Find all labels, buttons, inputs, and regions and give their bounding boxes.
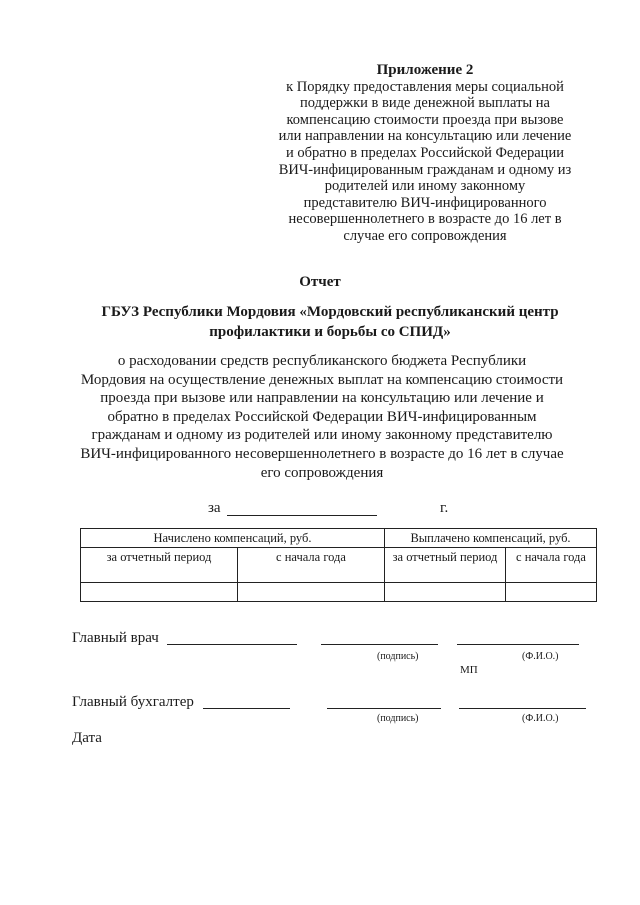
appendix-line: ВИЧ-инфицированным гражданам и одному из <box>278 161 572 178</box>
paid-period-header: за отчетный период <box>385 548 506 583</box>
table-row <box>81 583 597 602</box>
chief-accountant-name-line[interactable] <box>459 708 586 709</box>
compensation-table <box>80 528 597 602</box>
chief-doctor-name-line[interactable] <box>457 644 579 645</box>
subject-line: гражданам и одному из родителей или иному законному представителю <box>91 427 553 444</box>
name-caption: (Ф.И.О.) <box>522 651 559 662</box>
appendix-line: к Порядку предоставления меры социальной <box>286 78 564 95</box>
signature-caption: (подпись) <box>377 713 419 724</box>
table-cell[interactable] <box>238 583 385 602</box>
chief-accountant-position-line[interactable] <box>203 708 290 709</box>
report-title: Отчет <box>299 274 341 290</box>
subject-line: проезда при вызове или направлении на консультацию или лечение и <box>100 390 544 407</box>
subject-line: ВИЧ-инфицированного несовершеннолетнего в возрасте до 16 лет в случае <box>80 445 564 462</box>
subject-line: о расходовании средств республиканского бюджета Республики <box>117 353 527 369</box>
appendix-line: компенсацию стоимости проезда при вызове <box>286 111 564 128</box>
period-for-label: за <box>208 500 221 516</box>
period-year-label: г. <box>440 500 449 516</box>
stamp-label: МП <box>460 664 478 676</box>
report-subject <box>58 352 586 482</box>
appendix-line: поддержки в виде денежной выплаты на <box>300 95 550 112</box>
date-label: Дата <box>72 730 102 746</box>
paid-header: Выплачено компенсаций, руб. <box>385 529 597 548</box>
paid-ytd-header: с начала года <box>506 548 597 583</box>
accrued-period-header: за отчетный период <box>81 548 238 583</box>
chief-accountant-label: Главный бухгалтер <box>72 694 194 710</box>
appendix-line: несовершеннолетнего в возрасте до 16 лет в <box>288 211 562 228</box>
table-header-row <box>81 529 597 548</box>
appendix-line: и обратно в пределах Российской Федерации <box>286 144 564 161</box>
subject-line: Мордовия на осуществление денежных выплат на компенсацию стоимости <box>80 371 564 388</box>
appendix-title: Приложение 2 <box>376 62 474 78</box>
appendix-block <box>262 62 588 245</box>
period-input-line[interactable] <box>227 515 377 516</box>
accrued-header: Начислено компенсаций, руб. <box>81 529 385 548</box>
table-cell[interactable] <box>81 583 238 602</box>
table-cell[interactable] <box>506 583 597 602</box>
chief-doctor-label: Главный врач <box>72 630 159 646</box>
organization-name <box>70 302 590 342</box>
appendix-line: родителей или иному законному <box>324 178 526 195</box>
accrued-ytd-header: с начала года <box>238 548 385 583</box>
appendix-line: представителю ВИЧ-инфицированного <box>303 194 547 211</box>
table-cell[interactable] <box>385 583 506 602</box>
signature-caption: (подпись) <box>377 651 419 662</box>
appendix-line: случае его сопровождения <box>343 227 507 244</box>
table-subheader-row <box>81 548 597 583</box>
chief-doctor-position-line[interactable] <box>167 644 297 645</box>
organization-line: ГБУЗ Республики Мордовия «Мордовский республиканский центр <box>101 304 559 320</box>
report-period <box>0 500 640 520</box>
chief-accountant-signature-line[interactable] <box>327 708 441 709</box>
organization-line: профилактики и борьбы со СПИД» <box>209 324 451 340</box>
subject-line: обратно в пределах Российской Федерации ВИЧ-инфицированным <box>107 408 537 425</box>
appendix-line: или направлении на консультацию или лечение <box>278 128 572 145</box>
name-caption: (Ф.И.О.) <box>522 713 559 724</box>
chief-doctor-signature-line[interactable] <box>321 644 438 645</box>
subject-line: его сопровождения <box>260 464 384 481</box>
